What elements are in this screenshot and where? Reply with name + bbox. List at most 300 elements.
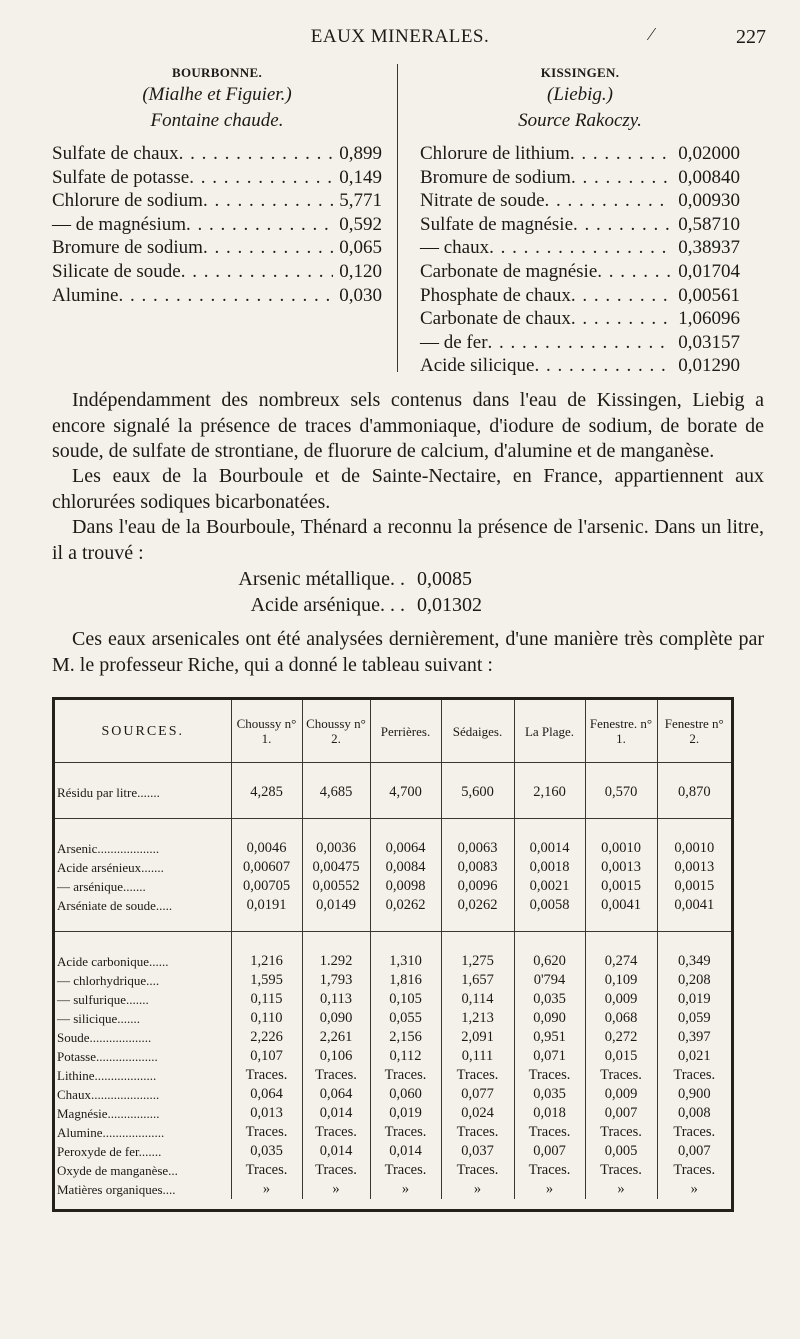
- cell-value: 0,0015: [657, 877, 731, 896]
- dot-leader: [573, 213, 672, 237]
- cell-value: 0,064: [302, 1085, 370, 1104]
- kissingen-column: [420, 64, 740, 378]
- kissingen-item: [420, 142, 740, 166]
- spacer-cell: [585, 932, 657, 953]
- item-name: Phosphate de chaux: [420, 284, 571, 306]
- cell-value: Traces.: [514, 1123, 585, 1142]
- cell-value: Traces.: [585, 1123, 657, 1142]
- bourbonne-item: [52, 166, 382, 190]
- kissingen-analysts: (Liebig.): [547, 84, 613, 105]
- cell-value: 4,700: [370, 783, 441, 802]
- spacer-cell: [657, 802, 731, 819]
- kissingen-item: [420, 354, 740, 378]
- bourbonne-item: [52, 213, 382, 237]
- dot-leader: [181, 260, 334, 284]
- spacer-cell: [231, 819, 302, 840]
- cell-value: 0,0084: [370, 858, 441, 877]
- running-title: EAUX MINERALES.: [310, 26, 490, 47]
- table-row: [55, 971, 731, 990]
- cell-value: 0,0041: [657, 896, 731, 915]
- spacer-cell: [55, 932, 231, 953]
- cell-value: 0,0191: [231, 896, 302, 915]
- dot-leader: [571, 166, 672, 190]
- spacer-cell: [55, 802, 231, 819]
- cell-value: 1,216: [231, 952, 302, 971]
- cell-value: 0,0046: [231, 839, 302, 858]
- spacer-cell: [441, 802, 514, 819]
- cell-value: 0,0096: [441, 877, 514, 896]
- formula-value: 0,01302: [417, 594, 482, 616]
- cell-value: Traces.: [657, 1161, 731, 1180]
- table-row: [55, 1085, 731, 1104]
- cell-value: 0,007: [514, 1142, 585, 1161]
- spacer-cell: [370, 802, 441, 819]
- source-header: Choussy n° 1.: [231, 700, 302, 763]
- kissingen-title: KISSINGEN.: [540, 65, 620, 80]
- item-value: 0,030: [339, 284, 382, 306]
- cell-value: 0,111: [441, 1047, 514, 1066]
- cell-value: 0,021: [657, 1047, 731, 1066]
- table-row: [55, 1066, 731, 1085]
- table-row: [55, 1047, 731, 1066]
- item-value: 0,149: [339, 166, 382, 188]
- cell-value: 0,115: [231, 990, 302, 1009]
- cell-value: 0,106: [302, 1047, 370, 1066]
- source-header: Perrières.: [370, 700, 441, 763]
- bourbonne-item: [52, 189, 382, 213]
- item-value: 0,02000: [678, 143, 740, 164]
- spacer-cell: [441, 932, 514, 953]
- item-name: Sulfate de potasse: [52, 166, 190, 188]
- spacer-cell: [231, 802, 302, 819]
- spacer-cell: [370, 915, 441, 932]
- source-header: Choussy n° 2.: [302, 700, 370, 763]
- item-name: Acide silicique: [420, 355, 535, 377]
- spacer-cell: [441, 819, 514, 840]
- cell-value: 2,156: [370, 1028, 441, 1047]
- cell-value: 0,0262: [441, 896, 514, 915]
- cell-value: 0,107: [231, 1047, 302, 1066]
- paragraph-bourboule: [52, 464, 764, 515]
- cell-value: 0,064: [231, 1085, 302, 1104]
- cell-value: 4,685: [302, 783, 370, 802]
- spacer-cell: [370, 763, 441, 784]
- spacer-cell: [514, 763, 585, 784]
- paragraph-kissingen-traces: [52, 388, 764, 465]
- item-value: 0,120: [339, 260, 382, 282]
- table-row: [55, 783, 731, 802]
- row-label: Arséniate de soude.....: [57, 898, 173, 913]
- spacer-cell: [514, 915, 585, 932]
- cell-value: »: [657, 1180, 731, 1199]
- cell-value: 0,035: [514, 1085, 585, 1104]
- cell-value: 5,600: [441, 783, 514, 802]
- cell-value: 0,0149: [302, 896, 370, 915]
- cell-value: 0,059: [657, 1009, 731, 1028]
- cell-value: Traces.: [585, 1066, 657, 1085]
- cell-value: 0,0013: [585, 858, 657, 877]
- bourbonne-item: [52, 142, 382, 166]
- item-name: Bromure de sodium: [52, 237, 203, 259]
- spacer-cell: [370, 819, 441, 840]
- cell-value: 0,00607: [231, 858, 302, 877]
- bourbonne-item: [52, 260, 382, 284]
- cell-value: 0,110: [231, 1009, 302, 1028]
- item-value: 1,06096: [678, 308, 740, 330]
- cell-value: 0,208: [657, 971, 731, 990]
- cell-value: 0,007: [585, 1104, 657, 1123]
- bourbonne-item: [52, 236, 382, 260]
- cell-value: 0,00475: [302, 858, 370, 877]
- column-divider: [397, 64, 398, 372]
- row-label: Peroxyde de fer.......: [57, 1144, 162, 1159]
- dot-leader: [597, 260, 672, 284]
- cell-value: 2,091: [441, 1028, 514, 1047]
- cell-value: 0,114: [441, 990, 514, 1009]
- dot-leader: [186, 213, 333, 237]
- row-label: — arsénique.......: [57, 879, 146, 894]
- dot-leader: [203, 189, 333, 213]
- cell-value: Traces.: [231, 1161, 302, 1180]
- spacer-cell: [231, 932, 302, 953]
- item-name: Nitrate de soude: [420, 190, 545, 212]
- cell-value: 1,816: [370, 971, 441, 990]
- cell-value: 0,0083: [441, 858, 514, 877]
- spacer-cell: [514, 819, 585, 840]
- cell-value: Traces.: [370, 1161, 441, 1180]
- kissingen-item: [420, 189, 740, 213]
- kissingen-item: [420, 236, 740, 260]
- cell-value: »: [585, 1180, 657, 1199]
- dot-leader: [189, 166, 333, 190]
- cell-value: 0,014: [302, 1104, 370, 1123]
- kissingen-item: [420, 166, 740, 190]
- cell-value: 0,00552: [302, 877, 370, 896]
- cell-value: Traces.: [302, 1123, 370, 1142]
- cell-value: 0,035: [231, 1142, 302, 1161]
- cell-value: 0,113: [302, 990, 370, 1009]
- table-body: [55, 763, 731, 1200]
- cell-value: 0,274: [585, 952, 657, 971]
- spacer-cell: [585, 802, 657, 819]
- cell-value: Traces.: [302, 1161, 370, 1180]
- item-value: 0,01290: [678, 355, 740, 377]
- dot-leader: [571, 307, 672, 331]
- item-value: 0,899: [339, 143, 382, 164]
- formula-name: Acide arsénique. . .: [250, 594, 405, 616]
- item-value: 5,771: [339, 190, 382, 212]
- row-label: Alumine...................: [57, 1125, 165, 1140]
- cell-value: 0,397: [657, 1028, 731, 1047]
- sources-header: SOURCES.: [55, 700, 231, 763]
- bourbonne-title: BOURBONNE.: [171, 65, 263, 80]
- table-spacer: [55, 802, 731, 819]
- item-name: — chaux: [420, 237, 490, 259]
- cell-value: Traces.: [514, 1066, 585, 1085]
- source-header: La Plage.: [514, 700, 585, 763]
- cell-value: 1,657: [441, 971, 514, 990]
- cell-value: 2,226: [231, 1028, 302, 1047]
- item-value: 0,00930: [678, 190, 740, 212]
- table-row: [55, 1104, 731, 1123]
- cell-value: 0,0262: [370, 896, 441, 915]
- item-value: 0,01704: [678, 260, 740, 282]
- cell-value: »: [370, 1180, 441, 1199]
- cell-value: 0,055: [370, 1009, 441, 1028]
- cell-value: Traces.: [514, 1161, 585, 1180]
- row-label: — chlorhydrique....: [57, 973, 160, 988]
- cell-value: 0,014: [302, 1142, 370, 1161]
- kissingen-item: [420, 260, 740, 284]
- cell-value: »: [514, 1180, 585, 1199]
- table-row: [55, 1142, 731, 1161]
- table-row: [55, 877, 731, 896]
- item-name: Sulfate de magnésie: [420, 213, 574, 235]
- row-label: Résidu par litre.......: [57, 785, 160, 800]
- cell-value: 0,570: [585, 783, 657, 802]
- paragraph-text: Les eaux de la Bourboule et de Sainte-Nectaire, en France, appartiennent aux chlorurées sodiques bicarbonatées.: [52, 465, 764, 513]
- table-row: [55, 896, 731, 915]
- spacer-cell: [441, 763, 514, 784]
- kissingen-item: [420, 213, 740, 237]
- formula-row: [0, 592, 800, 618]
- item-name: Carbonate de chaux: [420, 308, 571, 330]
- cell-value: 0,013: [231, 1104, 302, 1123]
- spacer-cell: [370, 932, 441, 953]
- cell-value: 0,951: [514, 1028, 585, 1047]
- item-name: Silicate de soude: [52, 260, 181, 282]
- paragraph-riche: [52, 627, 764, 678]
- dot-leader: [203, 236, 333, 260]
- bourbonne-column: [52, 64, 382, 307]
- cell-value: 0,019: [370, 1104, 441, 1123]
- cell-value: 0,0018: [514, 858, 585, 877]
- cell-value: »: [441, 1180, 514, 1199]
- cell-value: 0,0015: [585, 877, 657, 896]
- cell-value: 0,620: [514, 952, 585, 971]
- spacer-cell: [302, 932, 370, 953]
- cell-value: 2,160: [514, 783, 585, 802]
- cell-value: 0,0098: [370, 877, 441, 896]
- paragraph-text: Ces eaux arsenicales ont été analysées dernièrement, d'une manière très complète par M. le professeur Riche, qui a donné le tableau suivant :: [52, 628, 764, 676]
- cell-value: Traces.: [441, 1123, 514, 1142]
- paragraph-text: Dans l'eau de la Bourboule, Thénard a reconnu la présence de l'arsenic. Dans un litre, il a trouvé :: [52, 516, 764, 564]
- table-row: [55, 952, 731, 971]
- item-name: Carbonate de magnésie: [420, 260, 598, 282]
- cell-value: 1,793: [302, 971, 370, 990]
- spacer-cell: [585, 763, 657, 784]
- table-row: [55, 839, 731, 858]
- page-number: 227: [736, 26, 766, 48]
- spacer-cell: [585, 819, 657, 840]
- cell-value: 0,068: [585, 1009, 657, 1028]
- kissingen-item: [420, 284, 740, 308]
- spacer-cell: [302, 763, 370, 784]
- item-name: Bromure de sodium: [420, 166, 571, 188]
- cell-value: 0,019: [657, 990, 731, 1009]
- cell-value: 0,024: [441, 1104, 514, 1123]
- cell-value: 0,060: [370, 1085, 441, 1104]
- item-name: Sulfate de chaux: [52, 143, 179, 164]
- cell-value: »: [231, 1180, 302, 1199]
- spacer-cell: [302, 819, 370, 840]
- spacer-cell: [657, 932, 731, 953]
- item-value: 0,00840: [678, 166, 740, 188]
- item-value: 0,065: [339, 237, 382, 259]
- cell-value: 0,090: [514, 1009, 585, 1028]
- cell-value: 0,015: [585, 1047, 657, 1066]
- spacer-cell: [585, 915, 657, 932]
- row-label: Chaux.....................: [57, 1087, 160, 1102]
- cell-value: 0,109: [585, 971, 657, 990]
- cell-value: 0,005: [585, 1142, 657, 1161]
- dot-leader: [535, 354, 673, 378]
- item-name: — de magnésium: [52, 213, 187, 235]
- cell-value: 0,007: [657, 1142, 731, 1161]
- cell-value: 0'794: [514, 971, 585, 990]
- cell-value: 0,112: [370, 1047, 441, 1066]
- spacer-cell: [55, 915, 231, 932]
- cell-value: 0,071: [514, 1047, 585, 1066]
- item-value: 0,00561: [678, 284, 740, 306]
- bourbonne-source: Fontaine chaude.: [150, 110, 284, 131]
- cell-value: 1,213: [441, 1009, 514, 1028]
- cell-value: 0,009: [585, 1085, 657, 1104]
- bourbonne-item: [52, 284, 382, 308]
- dot-leader: [179, 142, 334, 166]
- bourbonne-list: [52, 142, 382, 307]
- cell-value: 1.292: [302, 952, 370, 971]
- cell-value: Traces.: [370, 1066, 441, 1085]
- cell-value: 0,0010: [585, 839, 657, 858]
- cell-value: Traces.: [231, 1066, 302, 1085]
- spacer-cell: [657, 915, 731, 932]
- bourbonne-analysts: (Mialhe et Figuier.): [142, 84, 292, 105]
- table-spacer: [55, 763, 731, 784]
- cell-value: 0,0010: [657, 839, 731, 858]
- kissingen-list: [420, 142, 740, 378]
- paragraph-arsenic: [52, 515, 764, 566]
- item-name: Chlorure de sodium: [52, 190, 203, 212]
- cell-value: 0,0021: [514, 877, 585, 896]
- cell-value: 0,014: [370, 1142, 441, 1161]
- table-row: [55, 1161, 731, 1180]
- kissingen-item: [420, 331, 740, 355]
- cell-value: 1,310: [370, 952, 441, 971]
- formula-value: 0,0085: [417, 568, 472, 590]
- table-spacer: [55, 819, 731, 840]
- table-row: [55, 990, 731, 1009]
- cell-value: 2,261: [302, 1028, 370, 1047]
- paragraph-text: Indépendamment des nombreux sels contenus dans l'eau de Kissingen, Liebig a encore signalé la présence de traces d'ammoniaque, d'iodure de sodium, de borate de soude, de sulfate de strontiane, de fluorure de calcium, d'alumine et de manganèse.: [52, 389, 764, 462]
- row-label: Lithine...................: [57, 1068, 157, 1083]
- table-row: [55, 1180, 731, 1199]
- cell-value: Traces.: [441, 1066, 514, 1085]
- table-row: [55, 1028, 731, 1047]
- cell-value: »: [302, 1180, 370, 1199]
- cell-value: 4,285: [231, 783, 302, 802]
- table-spacer: [55, 932, 731, 953]
- cell-value: Traces.: [370, 1123, 441, 1142]
- source-header: Sédaiges.: [441, 700, 514, 763]
- cell-value: 0,349: [657, 952, 731, 971]
- spacer-cell: [231, 763, 302, 784]
- cell-value: 0,105: [370, 990, 441, 1009]
- cell-value: 0,037: [441, 1142, 514, 1161]
- row-label: Acide arsénieux.......: [57, 860, 164, 875]
- row-label: Arsenic...................: [57, 841, 160, 856]
- cell-value: Traces.: [302, 1066, 370, 1085]
- header-mark: ⁄: [650, 24, 654, 44]
- row-label: Magnésie................: [57, 1106, 160, 1121]
- row-label: Potasse...................: [57, 1049, 158, 1064]
- arsenic-formula: [0, 566, 800, 618]
- table-spacer: [55, 915, 731, 932]
- dot-leader: [545, 189, 673, 213]
- kissingen-item: [420, 307, 740, 331]
- table-row: [55, 858, 731, 877]
- row-label: Acide carbonique......: [57, 954, 169, 969]
- formula-name: Arsenic métallique. .: [238, 568, 405, 590]
- item-value: 0,38937: [678, 237, 740, 259]
- source-header: Fenestre n° 2.: [657, 700, 731, 763]
- cell-value: 0,900: [657, 1085, 731, 1104]
- running-head: [0, 22, 800, 52]
- table-row: [55, 1009, 731, 1028]
- spacer-cell: [657, 819, 731, 840]
- item-name: — de fer: [420, 331, 488, 353]
- item-name: Alumine: [52, 284, 119, 306]
- analysis-table: [52, 697, 734, 1212]
- cell-value: Traces.: [441, 1161, 514, 1180]
- spacer-cell: [302, 915, 370, 932]
- cell-value: 0,870: [657, 783, 731, 802]
- spacer-cell: [657, 763, 731, 784]
- item-value: 0,58710: [678, 213, 740, 235]
- dot-leader: [488, 331, 673, 355]
- cell-value: 0,077: [441, 1085, 514, 1104]
- row-label: — silicique.......: [57, 1011, 141, 1026]
- spacer-cell: [302, 802, 370, 819]
- cell-value: 1,595: [231, 971, 302, 990]
- dot-leader: [119, 284, 334, 308]
- cell-value: 0,009: [585, 990, 657, 1009]
- cell-value: Traces.: [657, 1123, 731, 1142]
- formula-row: [0, 566, 800, 592]
- kissingen-source: Source Rakoczy.: [518, 110, 642, 131]
- cell-value: 0,272: [585, 1028, 657, 1047]
- cell-value: 0,0063: [441, 839, 514, 858]
- dot-leader: [570, 142, 672, 166]
- cell-value: Traces.: [657, 1066, 731, 1085]
- dot-leader: [489, 236, 672, 260]
- cell-value: Traces.: [585, 1161, 657, 1180]
- source-header: Fenestre. n° 1.: [585, 700, 657, 763]
- row-label: Matières organiques....: [57, 1182, 176, 1197]
- cell-value: 0,090: [302, 1009, 370, 1028]
- cell-value: 0,0041: [585, 896, 657, 915]
- item-name: Chlorure de lithium: [420, 143, 570, 164]
- item-value: 0,592: [339, 213, 382, 235]
- table-row: [55, 1123, 731, 1142]
- dot-leader: [571, 284, 672, 308]
- cell-value: 0,00705: [231, 877, 302, 896]
- cell-value: 0,0058: [514, 896, 585, 915]
- spacer-cell: [514, 932, 585, 953]
- cell-value: 0,018: [514, 1104, 585, 1123]
- item-value: 0,03157: [678, 331, 740, 353]
- table-header-row: [55, 700, 731, 763]
